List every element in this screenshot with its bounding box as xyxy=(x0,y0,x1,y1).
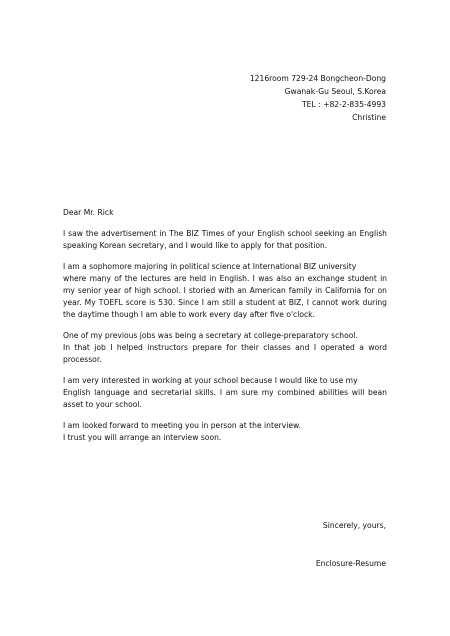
letter-body xyxy=(63,207,387,453)
greeting: Dear Mr. Rick xyxy=(63,208,114,217)
paragraph-line: year. My TOEFL score is 530. Since I am still a student at BIZ, I cannot work during xyxy=(63,298,387,307)
paragraph-line: my senior year of high school. I storied with an American family in California for on xyxy=(63,286,387,295)
sender-address-block xyxy=(250,72,386,124)
paragraph-line: asset to your school. xyxy=(63,400,142,409)
paragraph-line: I saw the advertisement in The BIZ Times of your English school seeking an English xyxy=(63,229,387,238)
paragraph-line: I am very interested in working at your school because I would like to use my xyxy=(63,376,358,385)
sender-address-line2: Gwanak-Gu Seoul, S.Korea xyxy=(284,87,386,96)
paragraph-line: I trust you will arrange an interview soon. xyxy=(63,433,222,442)
closing: Sincerely, yours, xyxy=(322,521,386,530)
sender-phone: TEL : +82-2-835-4993 xyxy=(302,100,386,109)
paragraph-line: speaking Korean secretary, and I would like to apply for that position. xyxy=(63,241,328,250)
paragraph-line: I am looked forward to meeting you in person at the interview. xyxy=(63,421,301,430)
paragraph-line: processor. xyxy=(63,355,102,364)
paragraph-line: One of my previous jobs was being a secretary at college-preparatory school. xyxy=(63,331,358,340)
sender-name: Christine xyxy=(352,113,386,122)
paragraph-5 xyxy=(63,420,387,444)
paragraph-2 xyxy=(63,261,387,321)
enclosure-note: Enclosure-Resume xyxy=(315,559,386,568)
sender-address-line1: 1216room 729-24 Bongcheon-Dong xyxy=(249,74,386,83)
paragraph-line: I am a sophomore majoring in political science at International BIZ university xyxy=(63,262,357,271)
paragraph-line: In that job I helped instructors prepare for their classes and I operated a word xyxy=(63,343,387,352)
paragraph-line: where many of the lectures are held in English. I was also an exchange student in xyxy=(63,274,387,283)
paragraph-3 xyxy=(63,330,387,366)
paragraph-1 xyxy=(63,228,387,252)
paragraph-4 xyxy=(63,375,387,411)
paragraph-line: English language and secretarial skills. I am sure my combined abilities will bean xyxy=(63,388,387,397)
paragraph-line: the daytime though I am able to work every day after five o'clock. xyxy=(63,310,315,319)
